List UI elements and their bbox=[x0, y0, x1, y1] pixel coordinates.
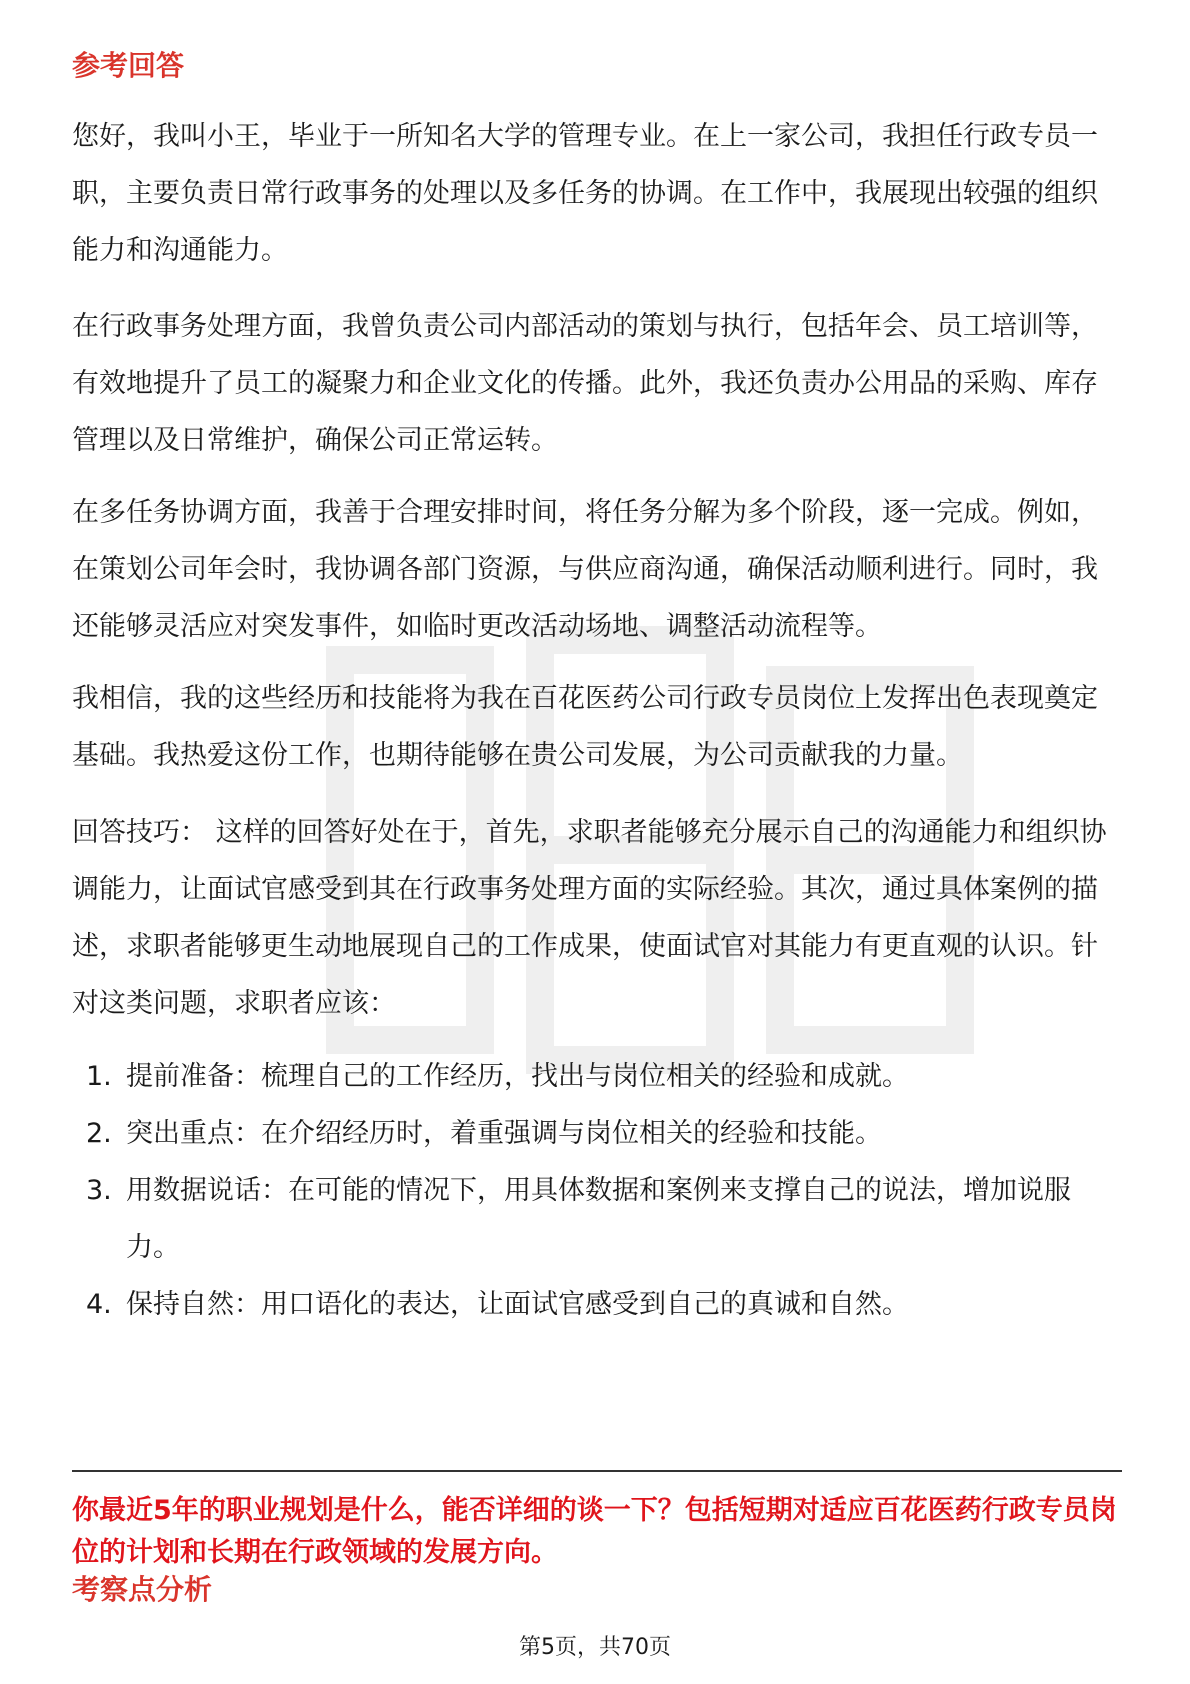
paragraph-multitask: 在多任务协调方面，我善于合理安排时间，将任务分解为多个阶段，逐一完成。例如，在策划公司年会时，我协调各部门资源，与供应商沟通，确保活动顺利进行。同时，我还能够灵活应对突发事件，如临时更改活动场地、调整活动流程等。 bbox=[72, 497, 1098, 642]
list-item bbox=[72, 1048, 1122, 1105]
list-item bbox=[72, 1276, 1122, 1333]
list-number: 1. bbox=[86, 1061, 112, 1092]
list-text: 用数据说话：在可能的情况下，用具体数据和案例来支撑自己的说法，增加说服力。 bbox=[126, 1175, 1071, 1263]
list-text: 提前准备：梳理自己的工作经历，找出与岗位相关的经验和成就。 bbox=[126, 1061, 909, 1092]
list-number: 2. bbox=[86, 1118, 112, 1149]
list-text: 突出重点：在介绍经历时，着重强调与岗位相关的经验和技能。 bbox=[126, 1118, 882, 1149]
list-text: 保持自然：用口语化的表达，让面试官感受到自己的真诚和自然。 bbox=[126, 1289, 909, 1320]
paragraph-admin: 在行政事务处理方面，我曾负责公司内部活动的策划与执行，包括年会、员工培训等，有效地提升了员工的凝聚力和企业文化的传播。此外，我还负责办公用品的采购、库存管理以及日常维护，确保公司正常运转。 bbox=[72, 311, 1098, 456]
next-section-title: 考察点分析 bbox=[72, 1573, 213, 1606]
tips-list bbox=[72, 1048, 1122, 1333]
list-number: 4. bbox=[86, 1289, 112, 1320]
section-divider bbox=[72, 1470, 1122, 1472]
section-title: 参考回答 bbox=[72, 49, 185, 82]
next-question: 你最近5年的职业规划是什么，能否详细的谈一下？包括短期对适应百花医药行政专员岗位的计划和长期在行政领域的发展方向。 bbox=[72, 1495, 1117, 1568]
page-footer: 第5页，共70页 bbox=[519, 1635, 671, 1660]
list-item bbox=[72, 1105, 1122, 1162]
paragraph-tips-intro: 回答技巧： 这样的回答好处在于，首先，求职者能够充分展示自己的沟通能力和组织协调能力，让面试官感受到其在行政事务处理方面的实际经验。其次，通过具体案例的描述，求职者能够更生动地展现自己的工作成果，使面试官对其能力有更直观的认识。针对这类问题，求职者应该： bbox=[72, 817, 1107, 1019]
paragraph-conclusion: 我相信，我的这些经历和技能将为我在百花医药公司行政专员岗位上发挥出色表现奠定基础。我热爱这份工作，也期待能够在贵公司发展，为公司贡献我的力量。 bbox=[72, 683, 1098, 771]
list-item bbox=[72, 1162, 1122, 1276]
list-number: 3. bbox=[86, 1175, 112, 1206]
paragraph-intro: 您好，我叫小王，毕业于一所知名大学的管理专业。在上一家公司，我担任行政专员一职，主要负责日常行政事务的处理以及多任务的协调。在工作中，我展现出较强的组织能力和沟通能力。 bbox=[72, 121, 1098, 266]
